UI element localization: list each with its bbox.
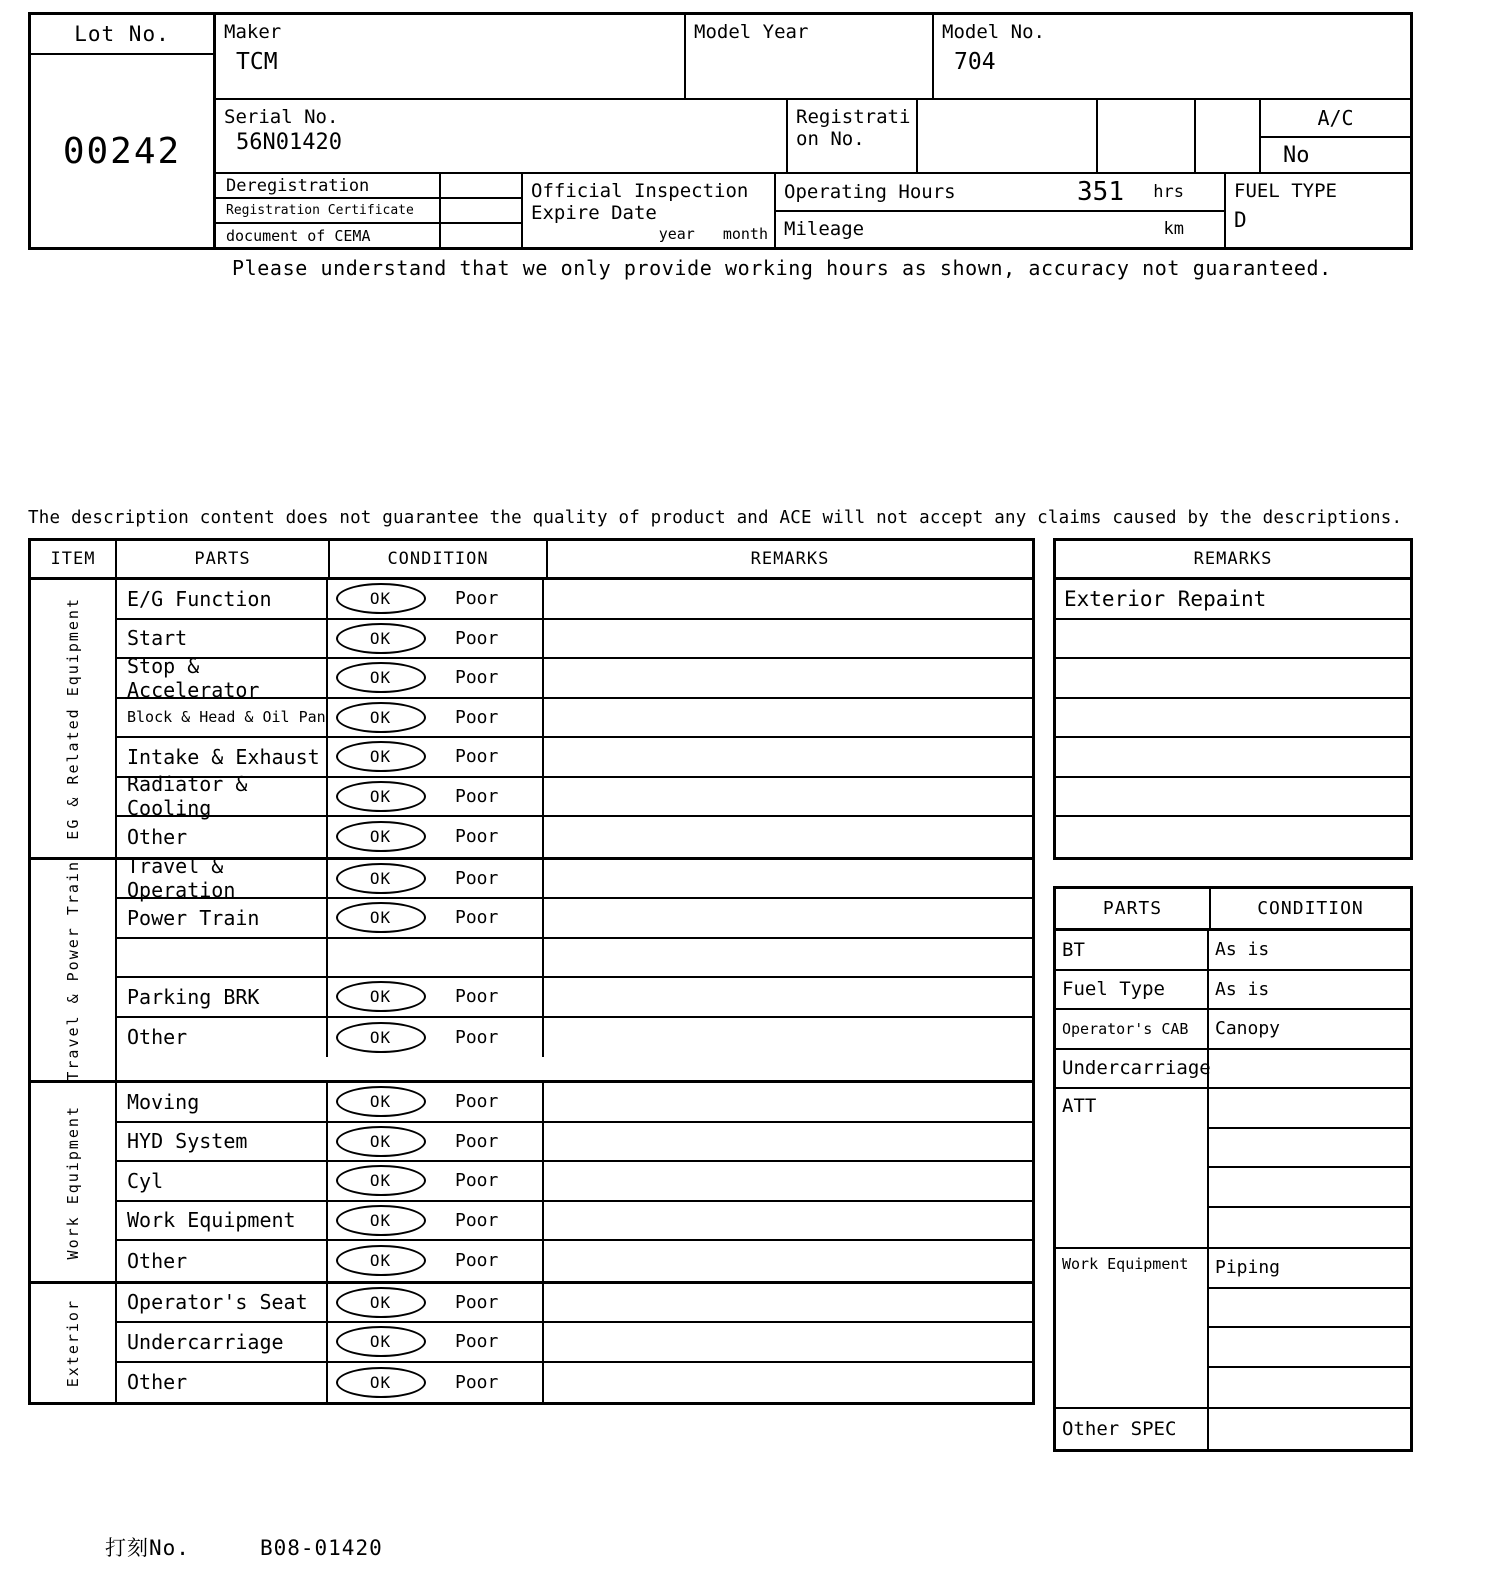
column-item: ITEM [31, 541, 117, 577]
row-remarks [544, 659, 1032, 697]
column-parts: PARTS [117, 541, 330, 577]
row-parts: Intake & Exhaust [117, 738, 328, 776]
spec-row-parts: Work Equipment [1056, 1249, 1209, 1407]
condition-poor-label[interactable]: Poor [455, 826, 499, 848]
group-label-text: EG & Related Equipment [64, 596, 82, 840]
row-parts: Start [117, 620, 328, 658]
group-label-exterior [31, 1284, 117, 1403]
spec-row-att [1056, 1089, 1410, 1249]
deregistration-blank-2 [441, 199, 521, 224]
row-remarks [544, 580, 1032, 618]
lot-cell [31, 15, 216, 247]
row-condition [328, 659, 544, 697]
row-condition [328, 1018, 544, 1058]
spec-row-condition [1209, 1050, 1410, 1088]
condition-poor-label[interactable]: Poor [455, 627, 499, 649]
condition-ok-marker[interactable]: OK [336, 821, 426, 852]
table-row [117, 817, 1032, 857]
inspection-year-label: year [658, 225, 695, 243]
group-label-text: Travel & Power Train [64, 859, 82, 1081]
inspection-group [31, 854, 1032, 1084]
remarks-panel-row [1056, 659, 1410, 699]
registration-certificate-label: Registration Certificate [216, 199, 439, 224]
table-row [117, 1123, 1032, 1163]
header-blank-c [1196, 100, 1261, 172]
table-row [117, 1323, 1032, 1363]
row-parts: Operator's Seat [117, 1284, 328, 1322]
spec-column-parts: PARTS [1056, 889, 1211, 928]
remarks-panel-row [1056, 738, 1410, 778]
row-parts: Undercarriage [117, 1323, 328, 1361]
stamp-number-label: 打刻No. [105, 1536, 190, 1560]
spec-row [1056, 931, 1410, 971]
spec-row-condition [1209, 1129, 1410, 1169]
row-remarks [544, 778, 1032, 816]
condition-poor-label[interactable]: Poor [455, 746, 499, 768]
table-row [117, 1083, 1032, 1123]
lot-value: 00242 [62, 130, 182, 172]
row-remarks [544, 860, 1032, 898]
spec-row-work-equipment [1056, 1249, 1410, 1409]
official-inspection-cell [523, 174, 776, 247]
table-row [117, 699, 1032, 739]
table-row [117, 939, 1032, 979]
operating-hours-label: Operating Hours [784, 180, 956, 203]
group-label-text: Work Equipment [64, 1104, 82, 1260]
spec-row-parts: Undercarriage [1056, 1050, 1209, 1088]
condition-poor-label[interactable]: Poor [455, 1331, 499, 1353]
row-remarks [544, 1018, 1032, 1058]
ac-label: A/C [1261, 100, 1410, 138]
condition-poor-label[interactable]: Poor [455, 667, 499, 689]
header-row-2 [216, 100, 1410, 174]
row-condition [328, 1162, 544, 1200]
spec-row-condition: As is [1215, 939, 1270, 961]
spec-panel-header [1056, 889, 1410, 931]
row-condition [328, 778, 544, 816]
deregistration-blank-3 [441, 224, 521, 247]
row-remarks [544, 939, 1032, 977]
condition-ok-marker[interactable]: OK [336, 583, 426, 614]
row-condition [328, 817, 544, 857]
row-parts: Other [117, 1018, 328, 1058]
spec-row-condition [1209, 1168, 1410, 1208]
operating-hours-unit: hrs [1153, 181, 1184, 202]
condition-ok-marker[interactable]: OK [336, 702, 426, 733]
inspection-group [31, 1083, 1032, 1284]
row-condition [328, 939, 544, 977]
fuel-type-label: FUEL TYPE [1234, 180, 1337, 202]
condition-poor-label[interactable]: Poor [455, 1130, 499, 1152]
condition-poor-label[interactable]: Poor [455, 1026, 499, 1048]
table-row [117, 854, 1032, 903]
row-parts: Block & Head & Oil Pan [117, 699, 328, 737]
remarks-panel-row: Exterior Repaint [1056, 580, 1410, 620]
row-parts [117, 939, 328, 977]
condition-poor-label[interactable]: Poor [455, 986, 499, 1008]
table-row [117, 978, 1032, 1018]
table-row [117, 580, 1032, 620]
stamp-number [105, 1532, 383, 1562]
condition-ok-marker[interactable]: OK [336, 1086, 426, 1117]
condition-ok-marker[interactable]: OK [336, 1367, 426, 1398]
row-condition [328, 1241, 544, 1281]
row-remarks [544, 1202, 1032, 1240]
serial-no-cell [216, 100, 788, 172]
mileage-unit: km [1163, 219, 1184, 240]
row-parts: Radiator & Cooling [117, 778, 328, 816]
lot-label: Lot No. [31, 15, 213, 55]
table-row [117, 1018, 1032, 1058]
row-remarks [544, 1162, 1032, 1200]
condition-poor-label[interactable]: Poor [455, 706, 499, 728]
row-remarks [544, 620, 1032, 658]
spec-row [1056, 971, 1410, 1011]
row-remarks [544, 1241, 1032, 1281]
spec-panel [1053, 886, 1413, 1452]
spec-row-parts: Other SPEC [1056, 1409, 1209, 1449]
condition-ok-marker[interactable]: OK [336, 781, 426, 812]
spec-row-condition: Canopy [1215, 1018, 1281, 1040]
vehicle-header-block [28, 12, 1413, 250]
header-row-3 [216, 174, 1410, 247]
row-condition [328, 1363, 544, 1403]
model-no-value: 704 [954, 49, 996, 75]
operating-hours-value: 351 [1077, 176, 1124, 207]
remarks-panel-row [1056, 699, 1410, 739]
inspection-group [31, 1284, 1032, 1403]
condition-poor-label[interactable]: Poor [455, 1291, 499, 1313]
official-inspection-label: Official Inspection Expire Date [531, 180, 749, 224]
registration-no-label: Registrati on No. [796, 106, 911, 150]
row-parts: Other [117, 817, 328, 857]
group-label-text: Exterior [64, 1298, 82, 1387]
row-remarks [544, 1123, 1032, 1161]
spec-row [1056, 1050, 1410, 1090]
spec-row-condition: Piping [1209, 1249, 1410, 1289]
remarks-panel-row [1056, 778, 1410, 818]
group-label-travel [31, 860, 117, 1081]
deregistration-blank-column [439, 174, 521, 247]
serial-no-label: Serial No. [224, 106, 339, 128]
condition-poor-label[interactable]: Poor [455, 907, 499, 929]
row-condition [328, 1083, 544, 1121]
row-remarks [544, 699, 1032, 737]
operating-hours-cell [776, 174, 1226, 247]
condition-ok-marker[interactable]: OK [336, 662, 426, 693]
condition-ok-marker[interactable]: OK [336, 1022, 426, 1053]
row-condition [328, 699, 544, 737]
table-row [117, 1284, 1032, 1324]
condition-ok-marker[interactable]: OK [336, 1205, 426, 1236]
mileage-row [776, 212, 1224, 248]
working-hours-notice: Please understand that we only provide working hours as shown, accuracy not guaranteed. [232, 256, 1332, 280]
spec-row-parts: Operator's CAB [1056, 1010, 1209, 1048]
row-remarks [544, 1323, 1032, 1361]
condition-poor-label[interactable]: Poor [455, 785, 499, 807]
inspection-group [31, 580, 1032, 860]
row-parts: Cyl [117, 1162, 328, 1200]
condition-poor-label[interactable]: Poor [455, 1371, 499, 1393]
row-remarks [544, 978, 1032, 1016]
remarks-panel-header: REMARKS [1056, 541, 1410, 580]
row-parts: Travel & Operation [117, 860, 328, 898]
spec-row-condition [1209, 1368, 1410, 1408]
condition-ok-marker[interactable]: OK [336, 741, 426, 772]
serial-no-value: 56N01420 [236, 130, 342, 155]
table-row [117, 653, 1032, 702]
row-parts: Other [117, 1241, 328, 1281]
model-year-value [694, 43, 924, 47]
row-condition [328, 978, 544, 1016]
row-condition [328, 580, 544, 618]
group-label-work-equipment [31, 1083, 117, 1281]
spec-row-other-spec [1056, 1409, 1410, 1449]
row-remarks [544, 738, 1032, 776]
inspection-month-label: month [722, 225, 768, 243]
row-remarks [544, 1363, 1032, 1403]
table-row [117, 899, 1032, 939]
spec-row-condition [1209, 1328, 1410, 1368]
spec-row-condition [1209, 1289, 1410, 1329]
condition-poor-label[interactable]: Poor [455, 1170, 499, 1192]
mileage-label: Mileage [784, 218, 865, 241]
fuel-type-cell [1226, 174, 1410, 247]
remarks-panel [1053, 538, 1413, 860]
row-condition [328, 738, 544, 776]
condition-ok-marker[interactable]: OK [336, 623, 426, 654]
maker-value: TCM [236, 49, 278, 75]
condition-ok-marker[interactable]: OK [336, 902, 426, 933]
row-condition [328, 620, 544, 658]
table-row [117, 1363, 1032, 1403]
condition-ok-marker[interactable]: OK [336, 981, 426, 1012]
row-parts: E/G Function [117, 580, 328, 618]
row-remarks [544, 899, 1032, 937]
row-parts: Stop & Accelerator [117, 659, 328, 697]
condition-ok-marker[interactable]: OK [336, 1326, 426, 1357]
deregistration-cell [216, 174, 523, 247]
fuel-type-value: D [1234, 208, 1247, 232]
table-row [117, 1162, 1032, 1202]
ac-value: No [1283, 142, 1310, 168]
model-no-cell [934, 15, 1410, 98]
ac-cell [1261, 100, 1410, 172]
row-condition [328, 1202, 544, 1240]
inspection-table-header [31, 541, 1032, 580]
condition-ok-marker[interactable]: OK [336, 1126, 426, 1157]
row-condition [328, 899, 544, 937]
condition-poor-label[interactable]: Poor [455, 588, 499, 610]
condition-ok-marker[interactable]: OK [336, 863, 426, 894]
row-condition [328, 1284, 544, 1322]
group-label-eg [31, 580, 117, 857]
spec-row-condition [1209, 1089, 1410, 1129]
spec-row [1056, 1010, 1410, 1050]
remarks-panel-row [1056, 620, 1410, 660]
spec-row-condition [1209, 1409, 1410, 1449]
maker-cell [216, 15, 686, 98]
spec-row-condition: As is [1215, 978, 1270, 1000]
column-remarks: REMARKS [750, 549, 830, 569]
stamp-number-value: B08-01420 [259, 1536, 383, 1560]
model-year-label: Model Year [694, 21, 809, 43]
condition-ok-marker[interactable]: OK [336, 1287, 426, 1318]
table-row [117, 772, 1032, 821]
row-remarks [544, 1284, 1032, 1322]
row-condition [328, 1323, 544, 1361]
row-parts: Parking BRK [117, 978, 328, 1016]
condition-ok-marker[interactable]: OK [336, 1245, 426, 1276]
header-row-1 [216, 15, 1410, 100]
condition-ok-marker[interactable]: OK [336, 1165, 426, 1196]
spec-row-parts: ATT [1056, 1089, 1209, 1247]
spec-column-condition: CONDITION [1257, 898, 1364, 919]
model-no-label: Model No. [942, 21, 1045, 43]
header-blank-a [918, 100, 1098, 172]
row-parts: Power Train [117, 899, 328, 937]
operating-hours-row [776, 174, 1224, 212]
row-remarks [544, 1083, 1032, 1121]
description-notice: The description content does not guarantee the quality of product and ACE will not accept any claims caused by the descriptions. [28, 508, 1403, 528]
row-condition [328, 1123, 544, 1161]
document-of-cema-label: document of CEMA [226, 226, 371, 245]
condition-poor-label[interactable]: Poor [455, 1091, 499, 1113]
row-condition [328, 860, 544, 898]
deregistration-blank-1 [441, 174, 521, 199]
row-parts: HYD System [117, 1123, 328, 1161]
condition-poor-label[interactable]: Poor [455, 1250, 499, 1272]
column-condition: CONDITION [330, 541, 548, 577]
model-year-cell [686, 15, 934, 98]
registration-no-cell [788, 100, 918, 172]
condition-poor-label[interactable]: Poor [455, 1209, 499, 1231]
maker-label: Maker [224, 21, 282, 43]
deregistration-label: Deregistration [216, 174, 439, 199]
inspection-table [28, 538, 1035, 1405]
row-parts: Moving [117, 1083, 328, 1121]
row-parts: Other [117, 1363, 328, 1403]
condition-poor-label[interactable]: Poor [455, 867, 499, 889]
header-right [216, 15, 1410, 247]
row-remarks [544, 817, 1032, 857]
row-parts: Work Equipment [117, 1202, 328, 1240]
remarks-panel-row [1056, 817, 1410, 857]
spec-row-parts: BT [1056, 931, 1209, 969]
table-row [117, 1202, 1032, 1242]
spec-row-parts: Fuel Type [1056, 971, 1209, 1009]
spec-row-condition [1209, 1208, 1410, 1248]
header-blank-b [1098, 100, 1196, 172]
table-row [117, 1241, 1032, 1281]
